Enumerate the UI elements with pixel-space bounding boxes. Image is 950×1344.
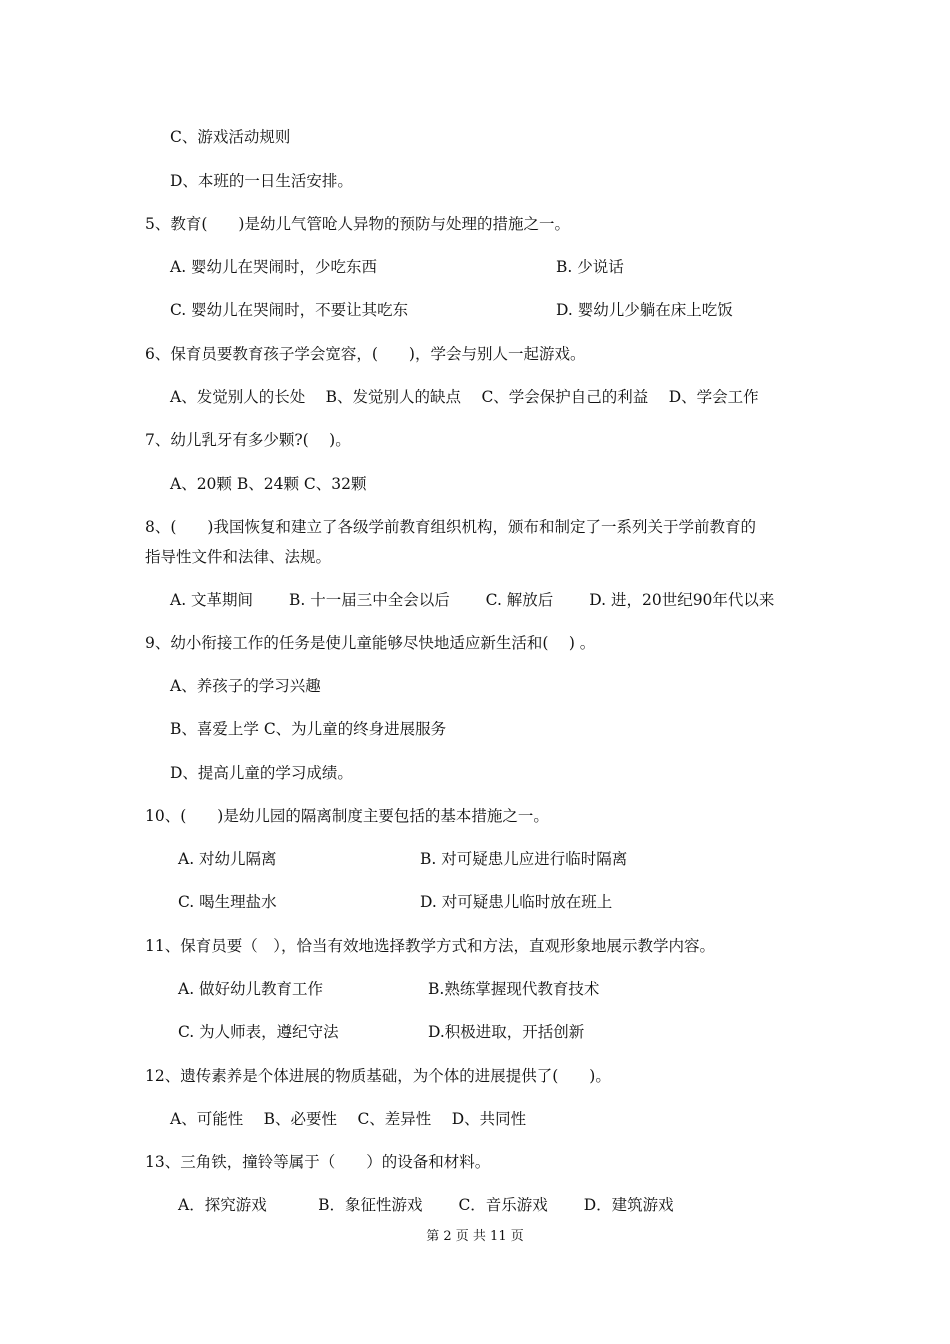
question-11: 11、保育员要（ ），恰当有效地选择教学方式和方法，直观形象地展示教学内容。 (145, 937, 715, 955)
question-10: 10、( )是幼儿园的隔离制度主要包括的基本措施之一。 (145, 807, 549, 825)
q13-options: A．探究游戏 B．象征性游戏 C．音乐游戏 D．建筑游戏 (178, 1196, 674, 1214)
q8-options: A. 文革期间 B. 十一届三中全会以后 C. 解放后 D. 进，20世纪90年代以来 (170, 591, 775, 609)
q4-option-d: D、本班的一日生活安排。 (170, 172, 353, 190)
q5-option-b: B. 少说话 (556, 258, 624, 276)
q11-option-b: B.熟练掌握现代教育技术 (428, 980, 600, 998)
q9-option-d: D、提高儿童的学习成绩。 (170, 764, 353, 782)
question-7: 7、幼儿乳牙有多少颗?( )。 (145, 431, 351, 449)
q9-option-bc: B、喜爱上学 C、为儿童的终身进展服务 (170, 720, 447, 738)
q10-option-d: D. 对可疑患儿临时放在班上 (420, 893, 613, 911)
question-9: 9、幼小衔接工作的任务是使儿童能够尽快地适应新生活和( ) 。 (145, 634, 596, 652)
q11-option-d: D.积极进取，开括创新 (428, 1023, 585, 1041)
q6-options: A、发觉别人的长处 B、发觉别人的缺点 C、学会保护自己的利益 D、学会工作 (170, 388, 759, 406)
q5-option-a: A. 婴幼儿在哭闹时，少吃东西 (170, 258, 378, 276)
question-13: 13、三角铁，撞铃等属于（ ）的设备和材料。 (145, 1153, 491, 1171)
question-8-line-1: 8、( )我国恢复和建立了各级学前教育组织机构，颁布和制定了一系列关于学前教育的 (145, 518, 756, 536)
q11-option-c: C. 为人师表，遵纪守法 (178, 1023, 339, 1041)
q9-option-a: A、养孩子的学习兴趣 (170, 677, 321, 695)
q10-option-c: C. 喝生理盐水 (178, 893, 277, 911)
q11-option-a: A. 做好幼儿教育工作 (178, 980, 324, 998)
q7-options: A、20颗 B、24颗 C、32颗 (170, 475, 367, 493)
q5-option-c: C. 婴幼儿在哭闹时，不要让其吃东 (170, 301, 409, 319)
question-6: 6、保育员要教育孩子学会宽容，( )，学会与别人一起游戏。 (145, 345, 586, 363)
q10-option-b: B. 对可疑患儿应进行临时隔离 (420, 850, 628, 868)
question-8-line-2: 指导性文件和法律、法规。 (145, 548, 332, 566)
q5-option-d: D. 婴幼儿少躺在床上吃饭 (556, 301, 733, 319)
q12-options: A、可能性 B、必要性 C、差异性 D、共同性 (170, 1110, 527, 1128)
q10-option-a: A. 对幼儿隔离 (178, 850, 277, 868)
question-5: 5、教育( )是幼儿气管呛人异物的预防与处理的措施之一。 (145, 215, 570, 233)
question-12: 12、遗传素养是个体进展的物质基础，为个体的进展提供了( )。 (145, 1067, 611, 1085)
q4-option-c: C、游戏活动规则 (170, 128, 291, 146)
page-footer: 第 2 页 共 11 页 (426, 1229, 524, 1244)
